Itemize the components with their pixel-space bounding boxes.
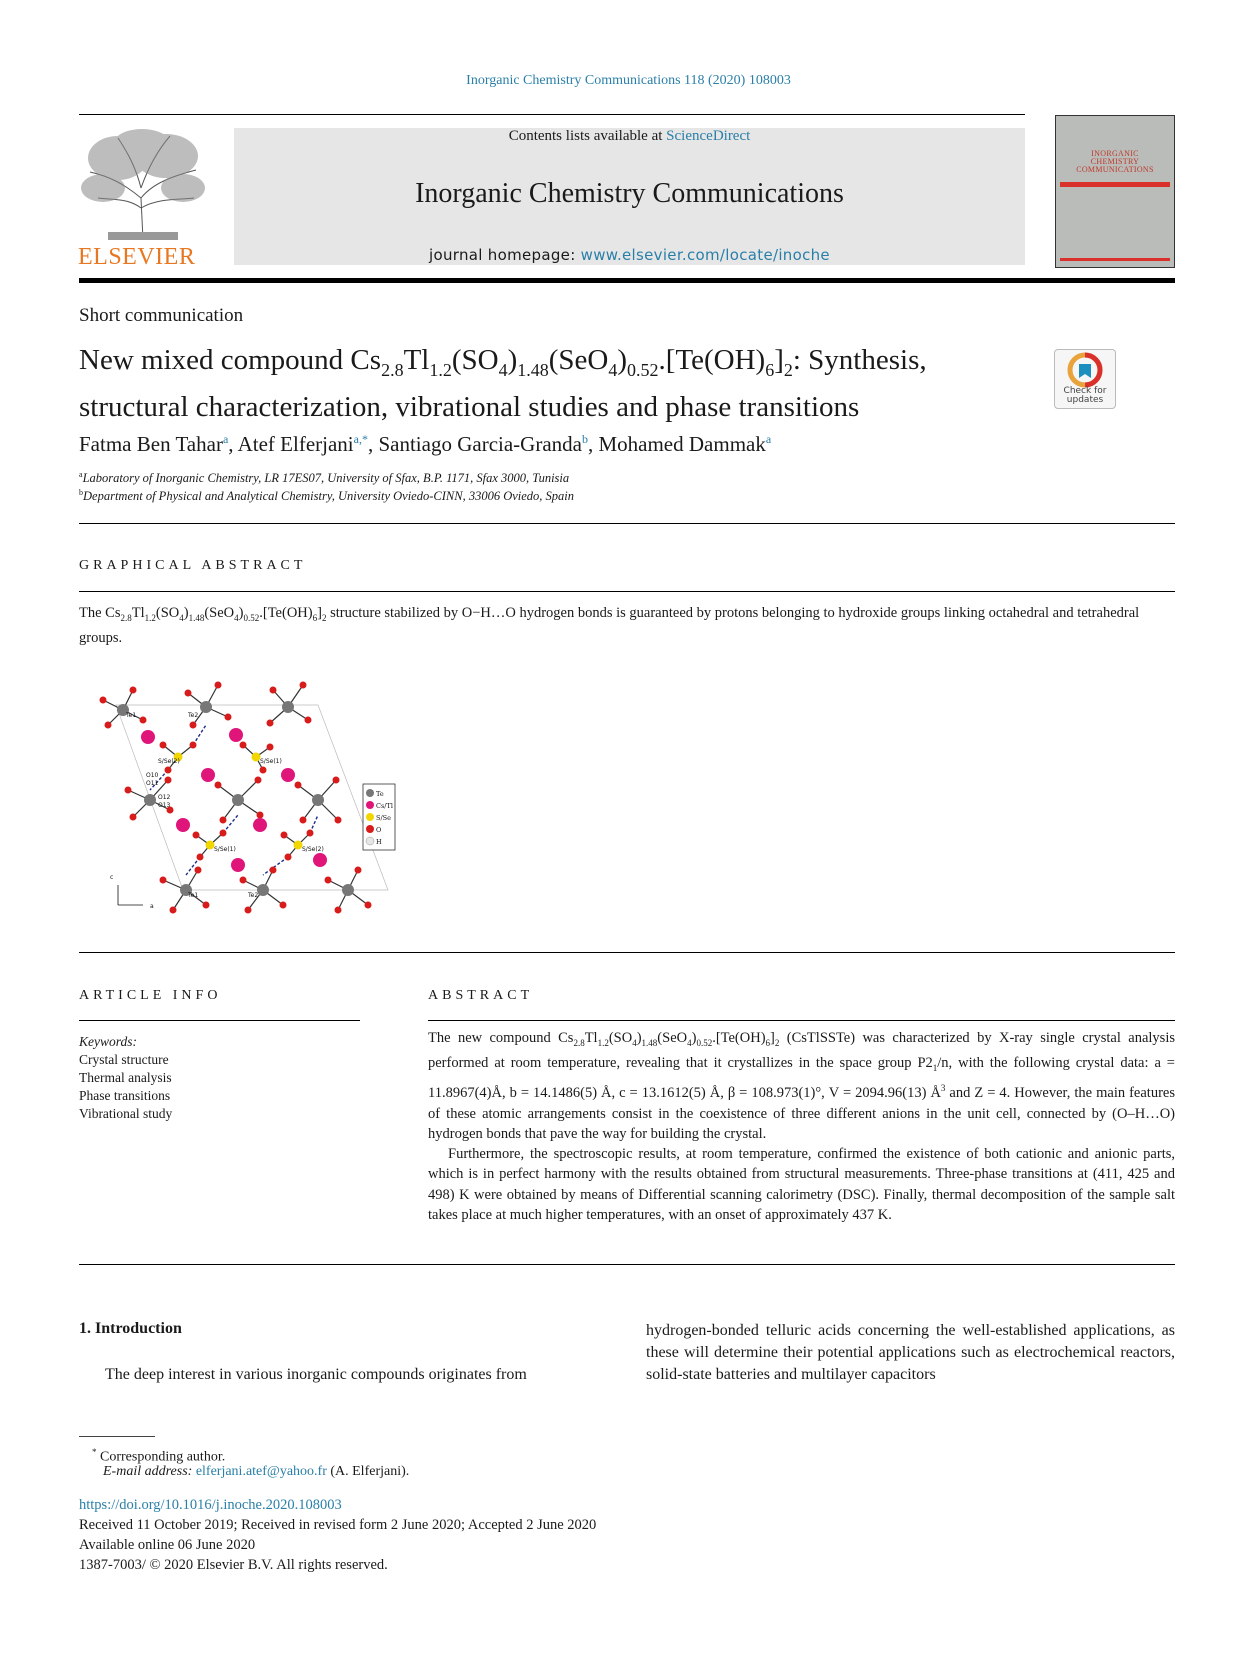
journal-citation[interactable]: Inorganic Chemistry Communications 118 (2020) 108003 [466,73,791,88]
legend-label: H [376,838,382,846]
cover-title-line2: CHEMISTRY [1090,157,1140,166]
abstract-text [428,1028,1175,1225]
introduction-heading: 1. Introduction [79,1320,182,1337]
author-affil-sup[interactable]: b [581,432,588,446]
cover-title [1056,150,1174,174]
title-part: ) [507,344,518,376]
axis-c-label: c [110,874,114,881]
abstract-sup: 3 [940,1083,946,1094]
divider [79,591,1175,592]
abstract-part: The new compound Cs [428,1030,574,1046]
footnote-rule [79,1436,155,1437]
label-s2: S/Se(2) [158,758,180,765]
label-te1-bottom: Te1 [188,892,199,899]
label-te2: Te2 [188,712,199,719]
legend-marker [366,813,374,821]
divider [79,523,1175,524]
legend-label: Te [376,790,384,798]
sciencedirect-link[interactable]: ScienceDirect [666,128,751,144]
journal-cover-thumbnail[interactable] [1055,115,1175,268]
contents-prefix: Contents lists available at [508,128,667,144]
title-sub: 2.8 [381,359,404,380]
affiliation-sup: a [79,470,83,479]
ga-sub: 1.2 [144,612,156,623]
graphical-abstract-text: The $Cs_{2.8}Tl_{1.2}(SO_4)_{1.48}(SeO_4)_{0.52}.[Te(OH)_6]_2$ structure stabilized by O−H…O hydrogen bonds is guaranteed by protons belonging to hydroxide groups linking octahedral and tetrahedral groups. [79,605,1140,646]
email-link[interactable]: elferjani.atef@yahoo.fr [195,1464,327,1479]
title-part: ) [617,344,628,376]
journal-homepage-line [234,246,1025,264]
legend-label: S/Se [376,814,391,822]
title-sub: 1.2 [429,359,452,380]
author-name[interactable]: Fatma Ben Tahar [79,432,223,456]
divider [79,952,1175,953]
title-part: .[Te(OH) [658,344,766,376]
ga-sub: 2 [321,612,327,623]
title-part: ] [774,344,784,376]
homepage-prefix: journal homepage: [429,246,581,264]
legend-marker [366,837,374,845]
corresponding-text: Corresponding author. [100,1449,226,1465]
article-title [79,342,1039,426]
legend-label: O [376,826,382,834]
ga-sub: 2.8 [120,612,132,623]
check-for-updates-button[interactable] [1054,349,1116,409]
journal-title: Inorganic Chemistry Communications [415,178,844,209]
abstract-part: and Z = 4. However, the main features of these atomic arrangements consist in the coexistence of three different anions in the unit cell, connected by (O–H…O) hydrogen bonds that pave the way for building the crystal. [428,1085,1175,1142]
crystal-structure-svg [88,665,408,935]
title-sub: 1.48 [517,359,549,380]
article-type: Short communication [79,305,244,326]
ga-sub: 0.52 [243,612,260,623]
affiliation-sup: b [79,488,83,497]
introduction-text-right: hydrogen-bonded telluric acids concerning the well-established applications, as these will determine their potential applications such as electrochemical reactors, solid-state batteries and multilayer capacitors [646,1322,1175,1383]
abstract-heading: ABSTRACT [428,988,534,1003]
elsevier-wordmark: ELSEVIER [78,244,196,270]
keyword-item[interactable]: Crystal structure [79,1052,169,1067]
check-updates-label: Check for updates [1063,386,1107,405]
affiliation-text: Department of Physical and Analytical Chemistry, University Oviedo-CINN, 33006 Oviedo, Spain [83,489,575,504]
author-list: Fatma Ben Tahar$^a$, Atef Elferjani$^{a,*}$, Santiago Garcia-Granda$^b$, Mohamed Dammak$^a$ [79,432,772,456]
keyword-item[interactable]: Phase transitions [79,1088,171,1103]
header-top-rule [79,114,1025,115]
cover-title-line1: INORGANIC [1091,149,1139,158]
crystal-structure-figure[interactable] [88,665,408,935]
abstract-paragraph-1: The new compound $Cs_{2.8}Tl_{1.2}(SO_4)_{1.48}(SeO_4)_{0.52}.[Te(OH)_6]_2$ (CsTlSSTe) was characterized by X-ray single crystal analysis performed at room temperature, revealing that it crystallizes in the space group $P2_1/n$, with the following crystal data: a = 11.8967(4)Å, b = 14.1486(5) Å, c = 13.1612(5) Å, β = 108.973(1)°, V = 2094.96(13) $Å^3$ and Z = 4. However, the main features of these atomic arrangements consist in the coexistence of three different anions in the unit cell, connected by (O–H…O) hydrogen bonds that pave the way for building the crystal. [428,1030,1175,1142]
title-sub: 2 [783,359,793,380]
author-affil-sup[interactable]: a [765,432,772,446]
ga-sub: 4 [234,612,239,623]
divider [79,1020,360,1021]
affiliation-b [79,488,574,504]
ga-part: structure stabilized by O−H…O hydrogen bonds is guaranteed by protons belonging to hydroxide groups linking octahedral and tetrahedral groups. [79,605,1140,646]
abstract-part: (CsTlSSTe) was characterized by X-ray single crystal analysis performed at room temperature, revealing that it crystallizes in the space group P2 [428,1030,1175,1072]
keyword-item[interactable]: Thermal analysis [79,1070,172,1085]
affiliation-a [79,470,569,486]
cover-title-line3: COMMUNICATIONS [1076,165,1154,174]
label-s1b: S/Se(1) [214,846,236,853]
title-part: (SO [451,344,499,376]
axis-a-label: a [150,903,154,910]
doi-link[interactable]: https://doi.org/10.1016/j.inoche.2020.108003 [79,1497,342,1513]
abstract-paragraph-2: Furthermore, the spectroscopic results, at room temperature, confirmed the existence of both cationic and anionic parts, which is in perfect harmony with the results obtained from structural measurements. Three-phase transitions at (411, 425 and 498) K were obtained by means of Differential scanning calorimetry (DSC). Finally, thermal decomposition of the sample salt takes place at much higher temperatures, with an onset of approximately 437 K. [428,1146,1175,1223]
received-dates: Received 11 October 2019; Received in revised form 2 June 2020; Accepted 2 June 2020 [79,1517,597,1533]
keywords-block [79,1033,172,1123]
author-name[interactable]: Mohamed Dammak [598,432,766,456]
email-note [103,1462,409,1482]
label-s1: S/Se(1) [260,758,282,765]
legend-label: Cs/Tl [376,802,393,810]
author-name[interactable]: Atef Elferjani [237,432,354,456]
contents-line [234,128,1025,145]
article-info-heading: ARTICLE INFO [79,988,222,1003]
ga-sub: 4 [179,612,184,623]
author-affil-sup[interactable]: a [222,432,229,446]
title-sub: 4 [498,359,508,380]
cover-bottom-bar [1060,258,1170,261]
legend-marker [366,825,374,833]
author-affil-sup[interactable]: a,* [353,432,368,446]
keywords-label: Keywords: [79,1034,137,1049]
legend-marker [366,789,374,797]
abstract-part: /n, with the following crystal data: a = 11.8967(4)Å, b = 14.1486(5) Å, c = 13.1612(5) Å, β = 108.973(1)°, V = 2094.96(13) Å [428,1055,1175,1102]
cover-red-bar [1060,182,1170,187]
ga-part: The Cs [79,605,121,621]
journal-banner [234,128,1025,265]
affiliation-text: Laboratory of Inorganic Chemistry, LR 17ES07, University of Sfax, B.P. 1171, Sfax 3000, Tunisia [82,471,570,486]
label-o12: O12 [158,794,171,801]
divider [428,1020,1175,1021]
graphical-abstract-heading: GRAPHICAL ABSTRACT [79,558,307,573]
label-s2b: S/Se(2) [302,846,324,853]
title-part: New mixed compound Cs [79,344,382,376]
author-name[interactable]: Santiago Garcia-Granda [378,432,582,456]
homepage-link[interactable]: www.elsevier.com/locate/inoche [580,246,830,264]
title-part: (SeO [548,344,609,376]
keyword-item[interactable]: Vibrational study [79,1106,173,1121]
email-label: E-mail address: [103,1464,196,1479]
ga-sub: 1.48 [188,612,205,623]
label-o10: O10 [146,772,159,779]
divider [79,1264,1175,1265]
footnote-marker: * [92,1447,97,1457]
legend-marker [366,801,374,809]
title-part: Tl [403,344,430,376]
title-sub: 0.52 [627,359,659,380]
title-part: : Synthesis, structural characterization, vibrational studies and phase transitions [79,344,927,423]
label-te2-bottom: Te2 [248,892,259,899]
label-o13: O13 [158,802,171,809]
introduction-text-left: The deep interest in various inorganic compounds originates from [105,1366,527,1383]
copyright-notice: 1387-7003/ © 2020 Elsevier B.V. All rights reserved. [79,1557,388,1573]
abstract-sub: 1 [932,1063,938,1074]
title-sub: 4 [608,359,618,380]
available-online: Available online 06 June 2020 [79,1537,256,1553]
label-te1: Te1 [126,712,137,719]
email-suffix: (A. Elferjani). [326,1464,410,1479]
ga-sub: 6 [312,612,318,623]
label-o11: O11 [146,780,159,787]
title-sub: 6 [765,359,775,380]
header-thick-rule [79,278,1175,283]
